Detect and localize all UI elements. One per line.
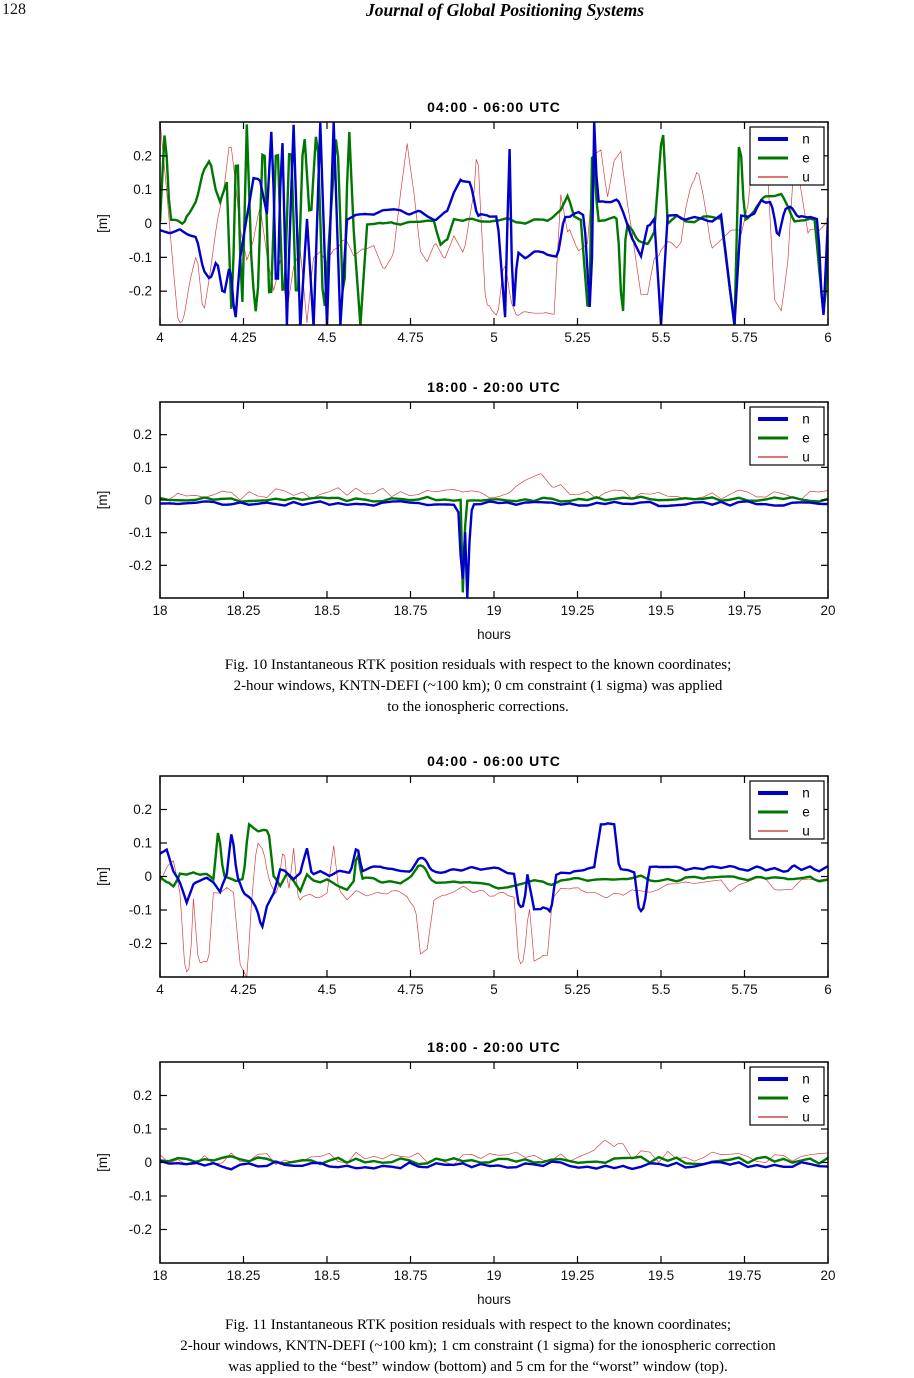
legend-label: e <box>802 150 810 166</box>
chart-title: 04:00 - 06:00 UTC <box>427 99 561 115</box>
legend-box <box>750 1067 824 1125</box>
x-tick-label: 18.75 <box>393 1268 428 1283</box>
legend-box <box>750 407 824 465</box>
x-tick-label: 5.25 <box>564 330 591 345</box>
series-u-line <box>160 474 828 501</box>
x-tick-label: 18.25 <box>226 1268 261 1283</box>
y-axis-label: [m] <box>95 867 110 886</box>
x-tick-label: 5.75 <box>731 982 758 997</box>
y-tick-label: 0.1 <box>133 459 152 475</box>
chart-title: 18:00 - 20:00 UTC <box>427 1039 561 1055</box>
y-tick-label: 0.2 <box>133 802 152 817</box>
x-tick-label: 4.5 <box>317 982 337 997</box>
fig11-caption <box>42 1315 914 1378</box>
x-tick-label: 5.5 <box>651 330 671 345</box>
chart-title: 04:00 - 06:00 UTC <box>427 753 561 769</box>
series-u-line <box>160 843 828 977</box>
series-n-line <box>160 501 828 598</box>
x-tick-label: 4 <box>156 330 164 345</box>
series-n-line <box>160 1161 828 1170</box>
fig10-caption-line2: 2-hour windows, KNTN-DEFI (~100 km); 0 cm constraint (1 sigma) was applied <box>233 678 723 694</box>
y-tick-label: -0.1 <box>128 902 152 918</box>
legend-label: u <box>802 1109 810 1125</box>
x-tick-label: 4 <box>156 982 164 997</box>
legend-label: u <box>802 449 810 465</box>
x-tick-label: 5.5 <box>651 982 671 997</box>
y-tick-label: 0 <box>144 492 152 508</box>
legend-label: n <box>802 411 810 427</box>
x-tick-label: 4.75 <box>397 982 424 997</box>
legend <box>750 407 824 465</box>
y-tick-label: -0.2 <box>128 1222 152 1237</box>
legend-label: u <box>802 169 810 185</box>
fig11-caption-line1: Fig. 11 Instantaneous RTK position residuals with respect to the known coordinates; <box>225 1317 731 1333</box>
series-e-line <box>160 824 828 891</box>
y-tick-label: -0.2 <box>128 557 152 573</box>
x-tick-label: 19.25 <box>560 1268 595 1283</box>
series-n-line <box>160 823 828 926</box>
series-e-line <box>160 124 828 326</box>
y-tick-label: -0.1 <box>128 249 152 265</box>
x-tick-label: 19.75 <box>727 603 762 618</box>
legend <box>750 1067 824 1125</box>
fig10-caption <box>42 655 914 718</box>
x-tick-label: 5.75 <box>731 330 758 345</box>
y-axis-label: [m] <box>95 214 110 233</box>
legend-box <box>750 127 824 185</box>
legend-label: n <box>802 131 810 147</box>
fig11-caption-line2: 2-hour windows, KNTN-DEFI (~100 km); 1 cm constraint (1 sigma) for the ionospheric correction <box>180 1338 776 1354</box>
fig10-caption-line1: Fig. 10 Instantaneous RTK position residuals with respect to the known coordinates; <box>224 657 732 673</box>
x-tick-label: 5 <box>490 982 498 997</box>
y-tick-label: 0 <box>144 869 152 884</box>
x-tick-label: 4.5 <box>317 330 337 345</box>
y-tick-label: 0 <box>144 1155 152 1170</box>
legend-label: n <box>802 785 810 801</box>
y-tick-label: 0.2 <box>133 1088 152 1103</box>
x-tick-label: 4.25 <box>230 982 257 997</box>
x-tick-label: 18.5 <box>313 603 341 618</box>
x-tick-label: 18 <box>152 603 168 618</box>
chart-fig10-top <box>95 99 832 345</box>
chart-title: 18:00 - 20:00 UTC <box>427 379 561 395</box>
y-axis-label: [m] <box>95 1153 110 1172</box>
legend <box>750 781 824 839</box>
y-tick-label: 0.1 <box>133 1121 152 1137</box>
y-tick-label: 0.1 <box>133 182 152 198</box>
fig11-caption-line3: was applied to the “best” window (bottom) and 5 cm for the “worst” window (top). <box>228 1359 728 1375</box>
x-tick-label: 19 <box>486 1268 502 1283</box>
x-tick-label: 20 <box>820 603 836 618</box>
x-tick-label: 4.25 <box>230 330 257 345</box>
x-tick-label: 4.75 <box>397 330 424 345</box>
y-tick-label: 0 <box>144 216 152 231</box>
legend-label: n <box>802 1071 810 1087</box>
x-tick-label: 19.5 <box>647 603 675 618</box>
y-tick-label: -0.2 <box>128 936 152 951</box>
legend-label: u <box>802 823 810 839</box>
x-tick-label: 18.25 <box>226 603 261 618</box>
y-tick-label: -0.2 <box>128 283 152 299</box>
x-tick-label: 19.5 <box>647 1268 675 1283</box>
chart-fig11-top <box>95 753 832 997</box>
legend-box <box>750 781 824 839</box>
page-number: 128 <box>2 1 26 18</box>
journal-title: Journal of Global Positioning Systems <box>365 0 645 20</box>
legend <box>750 127 824 185</box>
x-tick-label: 6 <box>824 330 832 345</box>
x-tick-label: 20 <box>820 1268 836 1283</box>
y-axis-label: [m] <box>95 490 110 510</box>
chart-fig10-bottom <box>95 379 836 642</box>
y-tick-label: 0.2 <box>133 148 152 164</box>
fig10-caption-line3: to the ionospheric corrections. <box>387 699 569 715</box>
x-axis-label: hours <box>477 1292 511 1307</box>
y-tick-label: 0.2 <box>133 427 152 443</box>
legend-label: e <box>802 804 810 820</box>
x-tick-label: 5 <box>490 330 498 345</box>
legend-label: e <box>802 430 810 446</box>
y-tick-label: -0.1 <box>128 1188 152 1204</box>
x-axis-label: hours <box>477 627 511 642</box>
x-tick-label: 6 <box>824 982 832 997</box>
x-tick-label: 19 <box>486 603 502 618</box>
x-tick-label: 19.75 <box>727 1268 762 1283</box>
chart-fig11-bottom <box>95 1039 836 1307</box>
x-tick-label: 18 <box>152 1268 168 1283</box>
x-tick-label: 18.5 <box>313 1268 341 1283</box>
y-tick-label: -0.1 <box>128 525 152 541</box>
axes-frame <box>160 1062 828 1263</box>
x-tick-label: 19.25 <box>560 603 595 618</box>
x-tick-label: 18.75 <box>393 603 428 618</box>
series-e-line <box>160 497 828 593</box>
legend-label: e <box>802 1090 810 1106</box>
x-tick-label: 5.25 <box>564 982 591 997</box>
y-tick-label: 0.1 <box>133 835 152 851</box>
